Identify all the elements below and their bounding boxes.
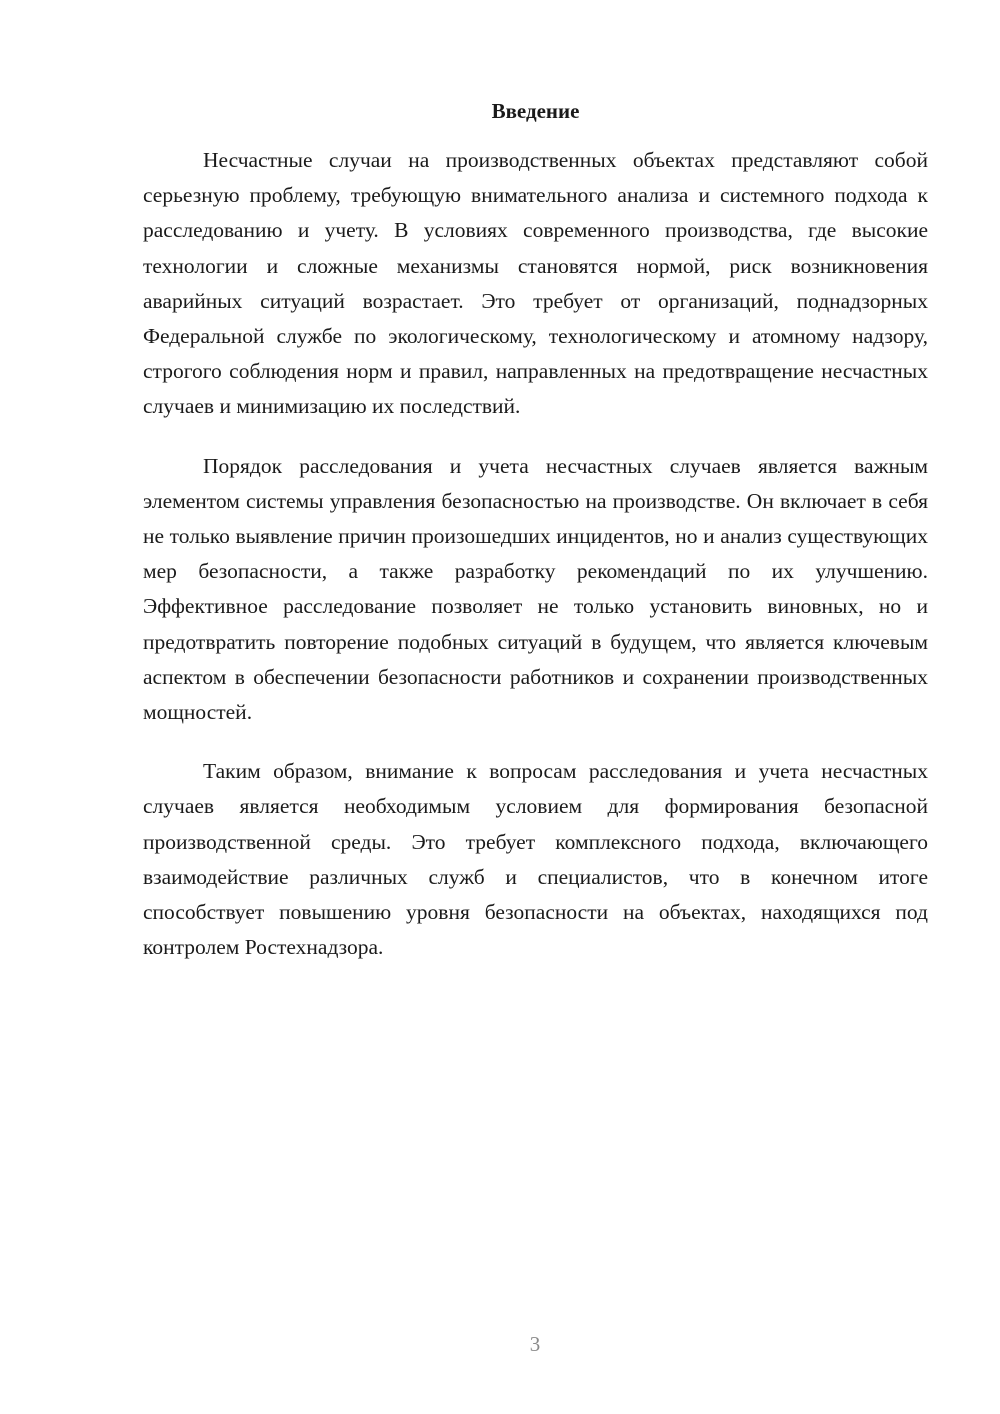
- page-number: 3: [529, 1332, 541, 1356]
- paragraph-3: Таким образом, внимание к вопросам расследования и учета несчастных случаев является необходимым условием для формирования безопасной производственной среды. Это требует комплексного подхода, включающего взаимодействие различных служб и специалистов, что в конечном итоге способствует повышению уровня безопасности на объектах, находящихся под контролем Ростехнадзора.: [143, 759, 928, 960]
- paragraph-2: Порядок расследования и учета несчастных случаев является важным элементом системы управления безопасностью на производстве. Он включает в себя не только выявление причин произошедших инцидентов, но и анализ существующих мер безопасности, а также разработку рекомендаций по их улучшению. Эффективное расследование позволяет не только установить виновных, но и предотвратить повторение подобных ситуаций в будущем, что является ключевым аспектом в обеспечении безопасности работников и сохранении производственных мощностей.: [143, 453, 928, 725]
- section-heading: Введение: [491, 99, 580, 123]
- paragraph-1: Несчастные случаи на производственных объектах представляют собой серьезную проблему, требующую внимательного анализа и системного подхода к расследованию и учету. В условиях современного производства, где высокие технологии и сложные механизмы становятся нормой, риск возникновения аварийных ситуаций возрастает. Это требует от организаций, поднадзорных Федеральной службе по экологическому, технологическому и атомному надзору, строгого соблюдения норм и правил, направленных на предотвращение несчастных случаев и минимизацию их последствий.: [143, 148, 928, 419]
- body-text: [143, 143, 928, 989]
